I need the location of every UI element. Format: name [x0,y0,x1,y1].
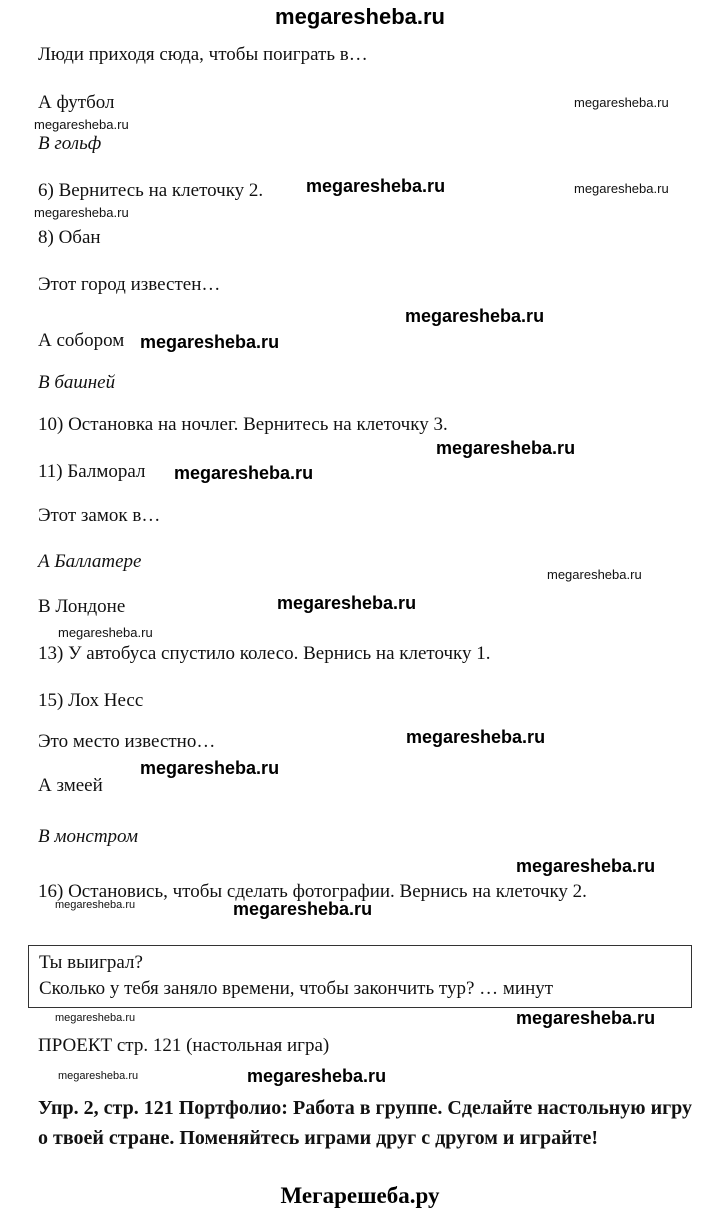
answer-b-monster: В монстром [38,826,138,847]
watermark-bold: megaresheba.ru [233,899,373,919]
answer-b-london: В Лондоне [38,596,126,617]
watermark-tiny: megaresheba.ru [55,1012,136,1024]
line-step10: 10) Остановка на ночлег. Вернитесь на клеточку 3. [38,414,448,435]
answer-a-cathedral: А собором [38,330,125,351]
answer-a-snake: А змеей [38,775,103,796]
project-heading: ПРОЕКТ стр. 121 (настольная игра) [38,1035,330,1056]
answer-b-tower: В башней [38,372,116,393]
watermark-bold: megaresheba.ru [174,463,314,483]
watermark-bold: megaresheba.ru [516,856,656,876]
line-city-known: Этот город известен… [38,274,221,295]
watermark-tiny: megaresheba.ru [55,899,136,911]
line-step15: 15) Лох Несс [38,690,144,711]
line-castle-in: Этот замок в… [38,505,161,526]
watermark-bold: megaresheba.ru [405,306,545,326]
watermark-small: megaresheba.ru [574,181,669,196]
watermark-small: megaresheba.ru [34,205,129,220]
watermark-bold: megaresheba.ru [277,593,417,613]
watermark-tiny: megaresheba.ru [58,1070,139,1082]
line-step6: 6) Вернитесь на клеточку 2. [38,180,264,201]
watermark-small: megaresheba.ru [574,95,669,110]
line-step11: 11) Балморал [38,461,146,482]
line-place-known: Это место известно… [38,731,216,752]
watermark-bold: megaresheba.ru [247,1066,387,1086]
answer-a-football: А футбол [38,92,115,113]
answer-a-ballater: А Баллатере [38,551,142,572]
watermark-bold: megaresheba.ru [436,438,576,458]
watermark-bold: megaresheba.ru [140,758,280,778]
watermark-bold: megaresheba.ru [140,332,280,352]
watermark-small: megaresheba.ru [34,117,129,132]
result-box-question1: Ты выиграл? [39,952,143,973]
watermark-small: megaresheba.ru [547,567,642,582]
answer-b-golf: В гольф [38,133,102,154]
result-box [28,945,692,1008]
watermark-small: megaresheba.ru [58,625,153,640]
footer-brand: Мегарешеба.ру [280,1183,440,1208]
line-step16: 16) Остановись, чтобы сделать фотографии. Вернись на клеточку 2. [38,881,587,902]
line-step13: 13) У автобуса спустило колесо. Вернись на клеточку 1. [38,643,491,664]
project-task-paragraph: Упр. 2, стр. 121 Портфолио: Работа в группе. Сделайте настольную игру о твоей стране. Поменяйтесь играми друг с другом и играйте! [38,1097,693,1149]
line-step8: 8) Обан [38,227,101,248]
watermark-bold: megaresheba.ru [306,176,446,196]
site-title-header: megaresheba.ru [275,4,445,29]
watermark-bold: megaresheba.ru [516,1008,656,1028]
watermark-bold: megaresheba.ru [406,727,546,747]
line-intro: Люди приходя сюда, чтобы поиграть в… [38,44,368,65]
result-box-question2: Сколько у тебя заняло времени, чтобы закончить тур? … минут [39,977,554,999]
